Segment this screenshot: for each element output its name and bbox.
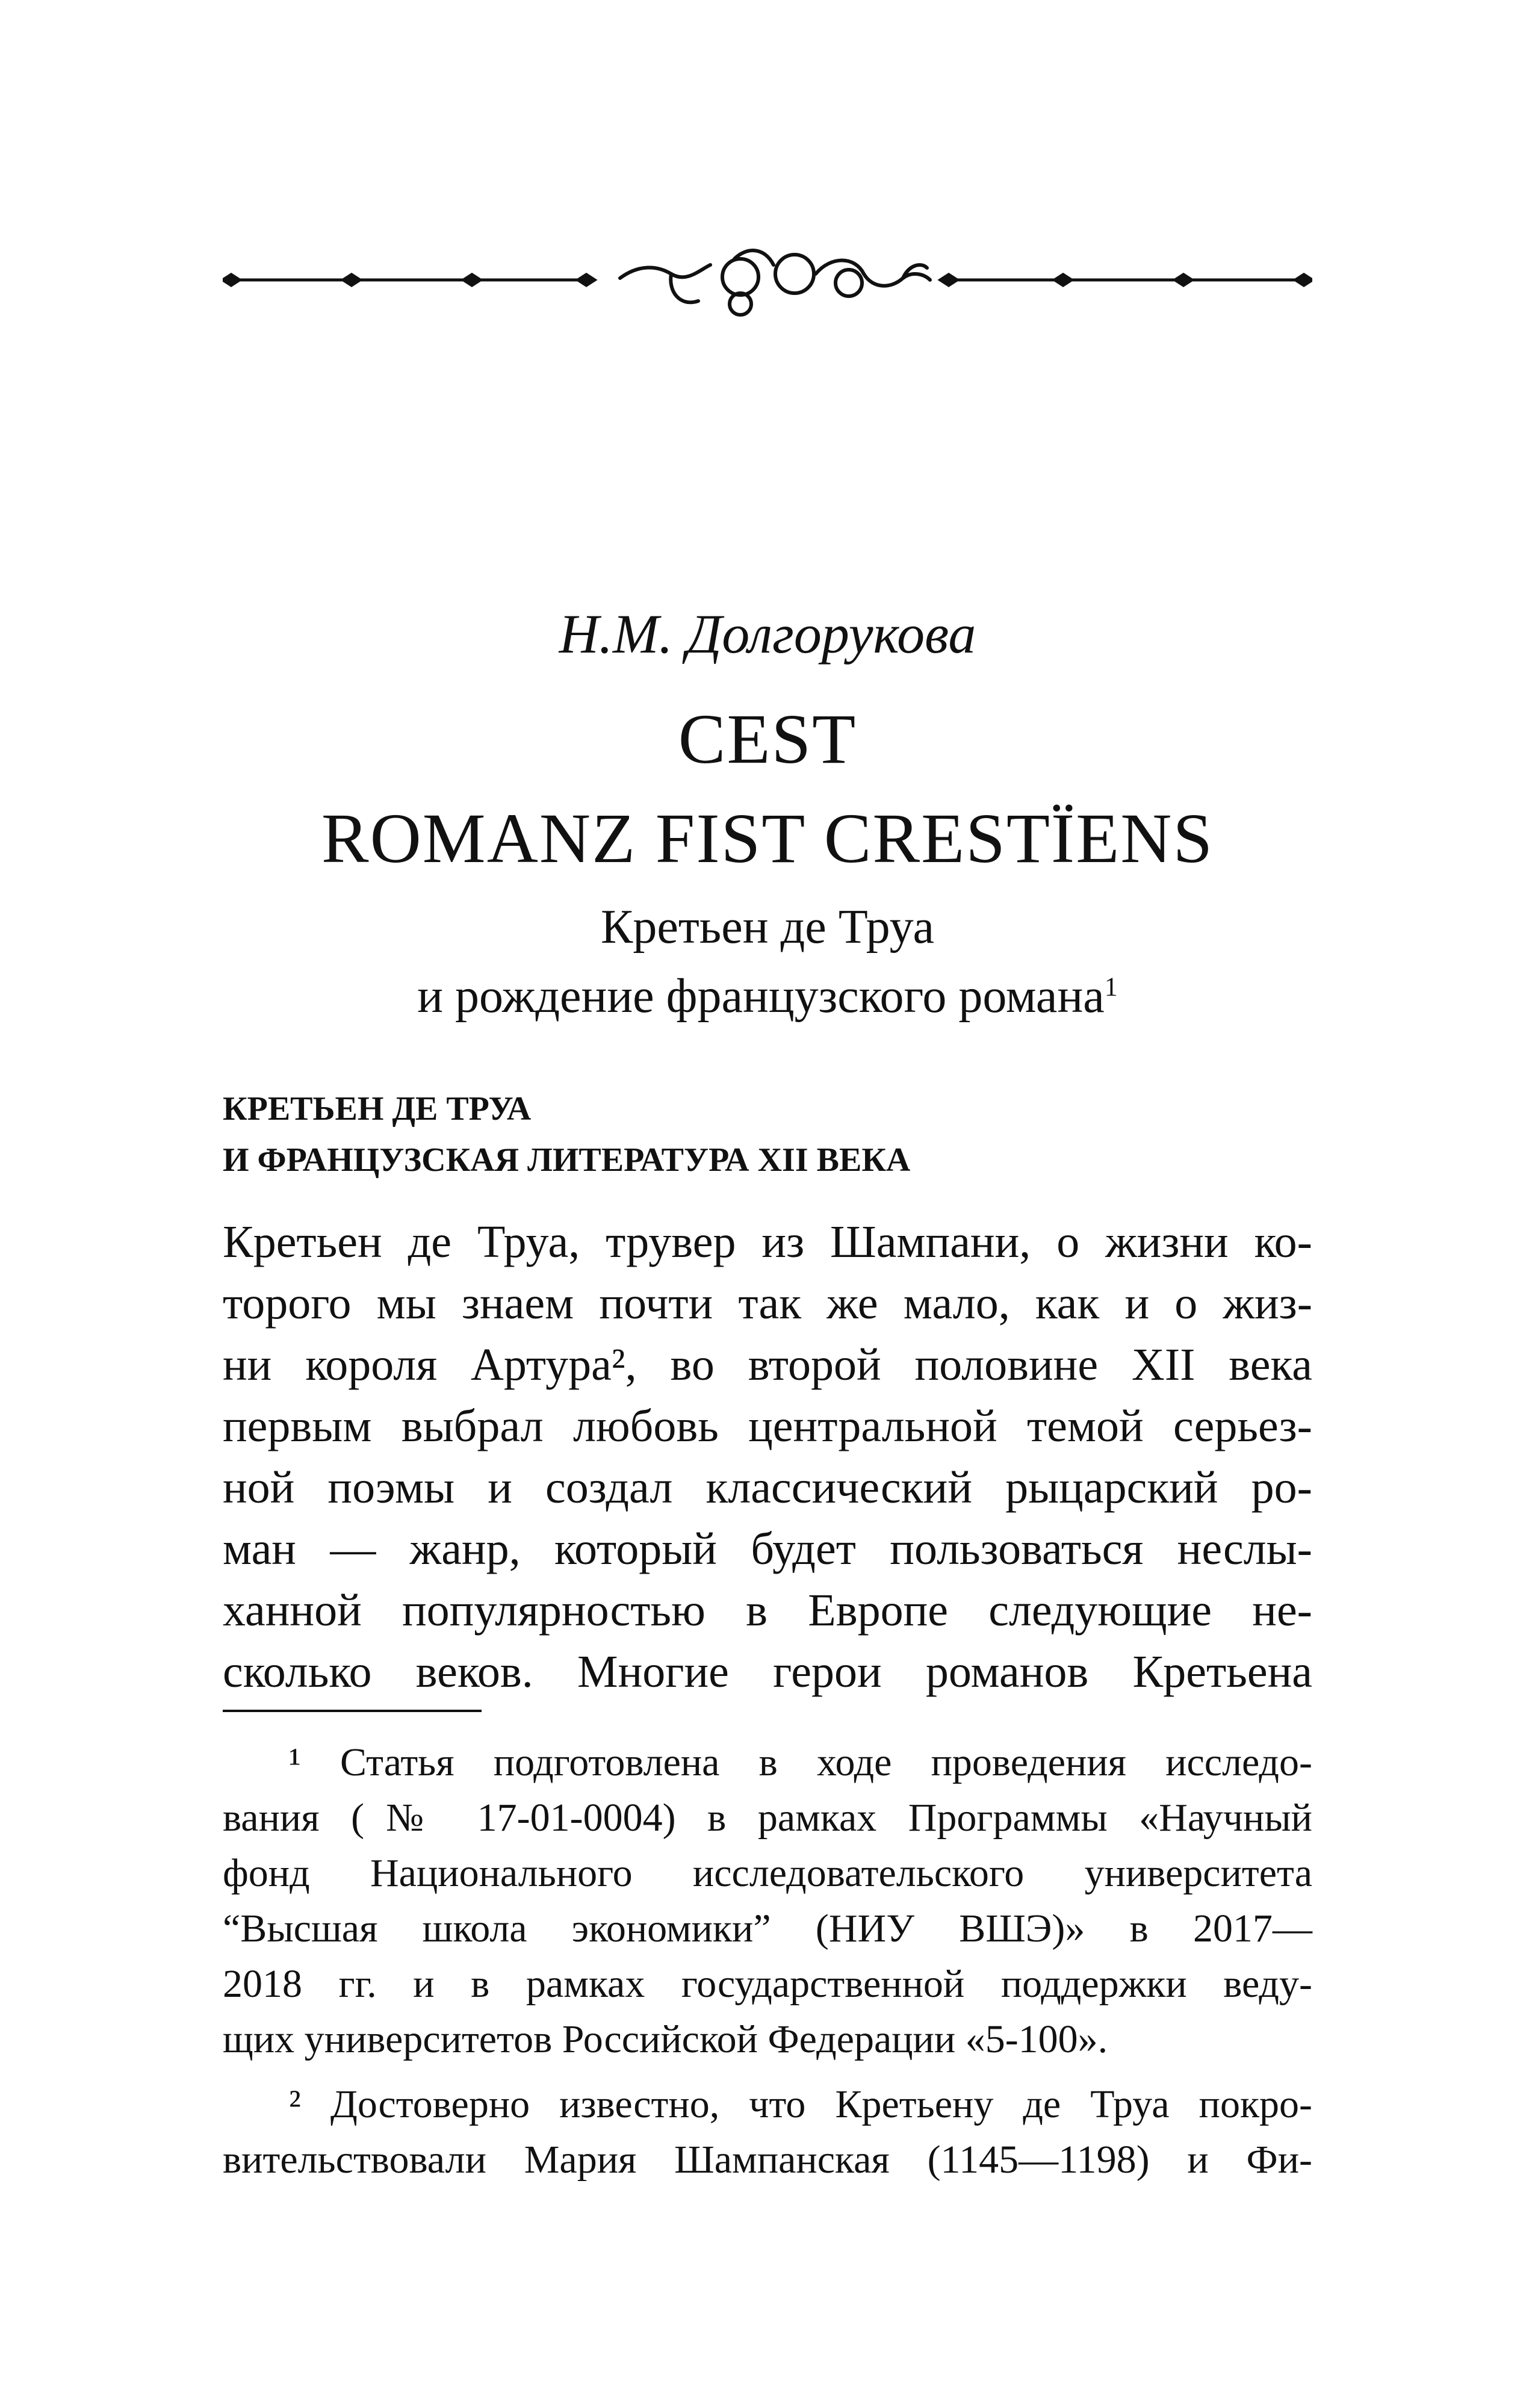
- subtitle-line-1: Кретьен де Труа: [600, 901, 935, 954]
- footnote-line: ² Достоверно известно, что Кретьену де Труа покро-: [289, 2082, 1312, 2126]
- footnote-divider: [223, 1710, 482, 1712]
- title-line-1: CEST: [678, 700, 857, 778]
- footnote-line: вительствовали Мария Шампанская (1145—1198) и Фи-: [223, 2138, 1312, 2182]
- body-line: ной поэмы и создал классический рыцарский ро-: [223, 1462, 1312, 1513]
- body-line: Кретьен де Труа, трувер из Шампани, о жизни ко-: [223, 1217, 1312, 1267]
- vine-scroll-ornament-icon: [223, 241, 1312, 319]
- author-name: Н.М. Долгорукова: [559, 603, 976, 665]
- body-line: ханной популярностью в Европе следующие не-: [223, 1585, 1312, 1636]
- footnote-line: ¹ Статья подготовлена в ходе проведения исследо-: [289, 1740, 1312, 1784]
- footnote-line: фонд Национального исследовательского университета: [223, 1851, 1312, 1895]
- title-line-2: ROMANZ FIST CRESTÏENS: [321, 799, 1214, 878]
- body-line: ни короля Артура², во второй половине XII века: [223, 1339, 1312, 1390]
- section-heading-line-1: КРЕТЬЕН ДЕ ТРУА: [223, 1090, 532, 1128]
- subtitle-line-2-text: и рождение французского романа: [417, 970, 1105, 1023]
- footnote-line: “Высшая школа экономики” (НИУ ВШЭ)» в 2017—: [223, 1907, 1312, 1950]
- section-heading-line-2: И ФРАНЦУЗСКАЯ ЛИТЕРАТУРА XII ВЕКА: [223, 1141, 911, 1179]
- footnote-marker: 1: [1104, 972, 1118, 1002]
- body-line: ман — жанр, который будет пользоваться неслы-: [223, 1524, 1312, 1574]
- footnote-line: щих университетов Российской Федерации «5-100».: [223, 2017, 1108, 2061]
- body-line: сколько веков. Многие герои романов Кретьена: [223, 1646, 1312, 1697]
- body-line: торого мы знаем почти так же мало, как и о жиз-: [223, 1278, 1312, 1329]
- body-line: первым выбрал любовь центральной темой серьез-: [223, 1401, 1312, 1451]
- subtitle-line-2: [0, 969, 1535, 1024]
- footnote-line: 2018 гг. и в рамках государственной поддержки веду-: [223, 1962, 1312, 2006]
- footnote-line: вания (№ 17-01-0004) в рамках Программы «Научный: [223, 1796, 1312, 1840]
